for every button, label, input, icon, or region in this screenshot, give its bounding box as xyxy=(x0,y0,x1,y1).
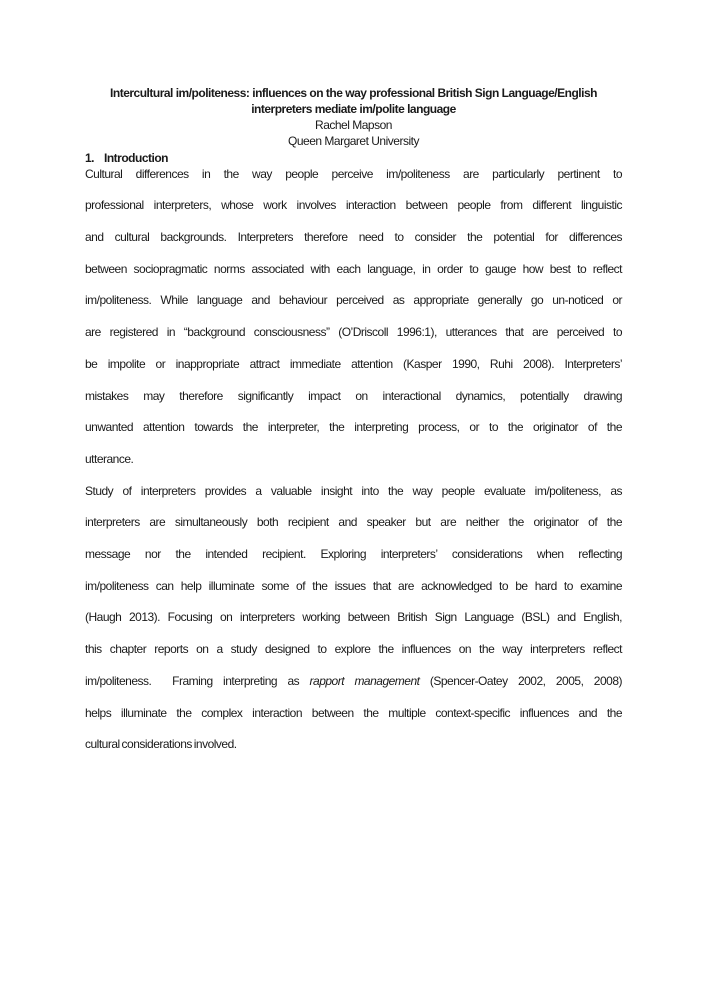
paragraph2-line: im/politeness can help illuminate some of the issues that are acknowledged to be hard to examine xyxy=(85,578,622,593)
paragraph1-line: between sociopragmatic norms associated with each language, in order to gauge how best to reflect xyxy=(85,261,622,276)
italic-line-pre: im/politeness. Framing interpreting as xyxy=(85,673,310,688)
paragraph1-line: be impolite or inappropriate attract immediate attention (Kasper 1990, Ruhi 2008). Interpreters’ xyxy=(85,356,622,371)
paragraph2-last-line: cultural considerations involved. xyxy=(85,737,237,752)
paragraph1-line: and cultural backgrounds. Interpreters therefore need to consider the potential for differences xyxy=(85,230,622,245)
paragraph1-line: Cultural differences in the way people perceive im/politeness are particularly pertinent to xyxy=(85,166,622,181)
paragraph1-line: unwanted attention towards the interpreter, the interpreting process, or to the originator of the xyxy=(85,420,622,435)
section-number: 1. xyxy=(85,150,95,165)
paragraph2-line: interpreters are simultaneously both recipient and speaker but are neither the originator of the xyxy=(85,515,622,530)
section-title: Introduction xyxy=(104,150,168,165)
italic-line-post: (Spencer-Oatey 2002, 2005, 2008) xyxy=(419,673,622,688)
paragraph2-line: (Haugh 2013). Focusing on interpreters working between British Sign Language (BSL) and English, xyxy=(85,610,622,625)
paragraph1-line: im/politeness. While language and behaviour perceived as appropriate generally go un-noticed or xyxy=(85,293,622,308)
paragraph1-last-line: utterance. xyxy=(85,451,134,466)
paragraph2-line: helps illuminate the complex interaction between the multiple context-specific influences and the xyxy=(85,705,622,720)
front-matter xyxy=(85,86,622,150)
italic-term: rapport management xyxy=(309,673,420,688)
paragraph2-line: message nor the intended recipient. Exploring interpreters’ considerations when reflecting xyxy=(85,547,622,562)
paragraph2-line-with-italic xyxy=(85,666,622,698)
paragraph1-line: are registered in “background consciousness” (O’Driscoll 1996:1), utterances that are perceived to xyxy=(85,325,622,340)
paper-title-line-1: Intercultural im/politeness: influences on the way professional British Sign Language/English xyxy=(110,86,597,100)
body-text xyxy=(85,159,622,761)
author-name: Rachel Mapson xyxy=(315,117,392,132)
author-affiliation: Queen Margaret University xyxy=(288,133,419,148)
paragraph2-line: this chapter reports on a study designed to explore the influences on the way interpreters reflect xyxy=(85,642,622,657)
paragraph2-line: Study of interpreters provides a valuable insight into the way people evaluate im/politeness, as xyxy=(85,483,622,498)
paragraph1-line: professional interpreters, whose work involves interaction between people from different linguistic xyxy=(85,198,622,213)
paragraph1-line: mistakes may therefore significantly impact on interactional dynamics, potentially drawing xyxy=(85,388,622,403)
paper-title-line-2: interpreters mediate im/polite language xyxy=(251,101,456,116)
